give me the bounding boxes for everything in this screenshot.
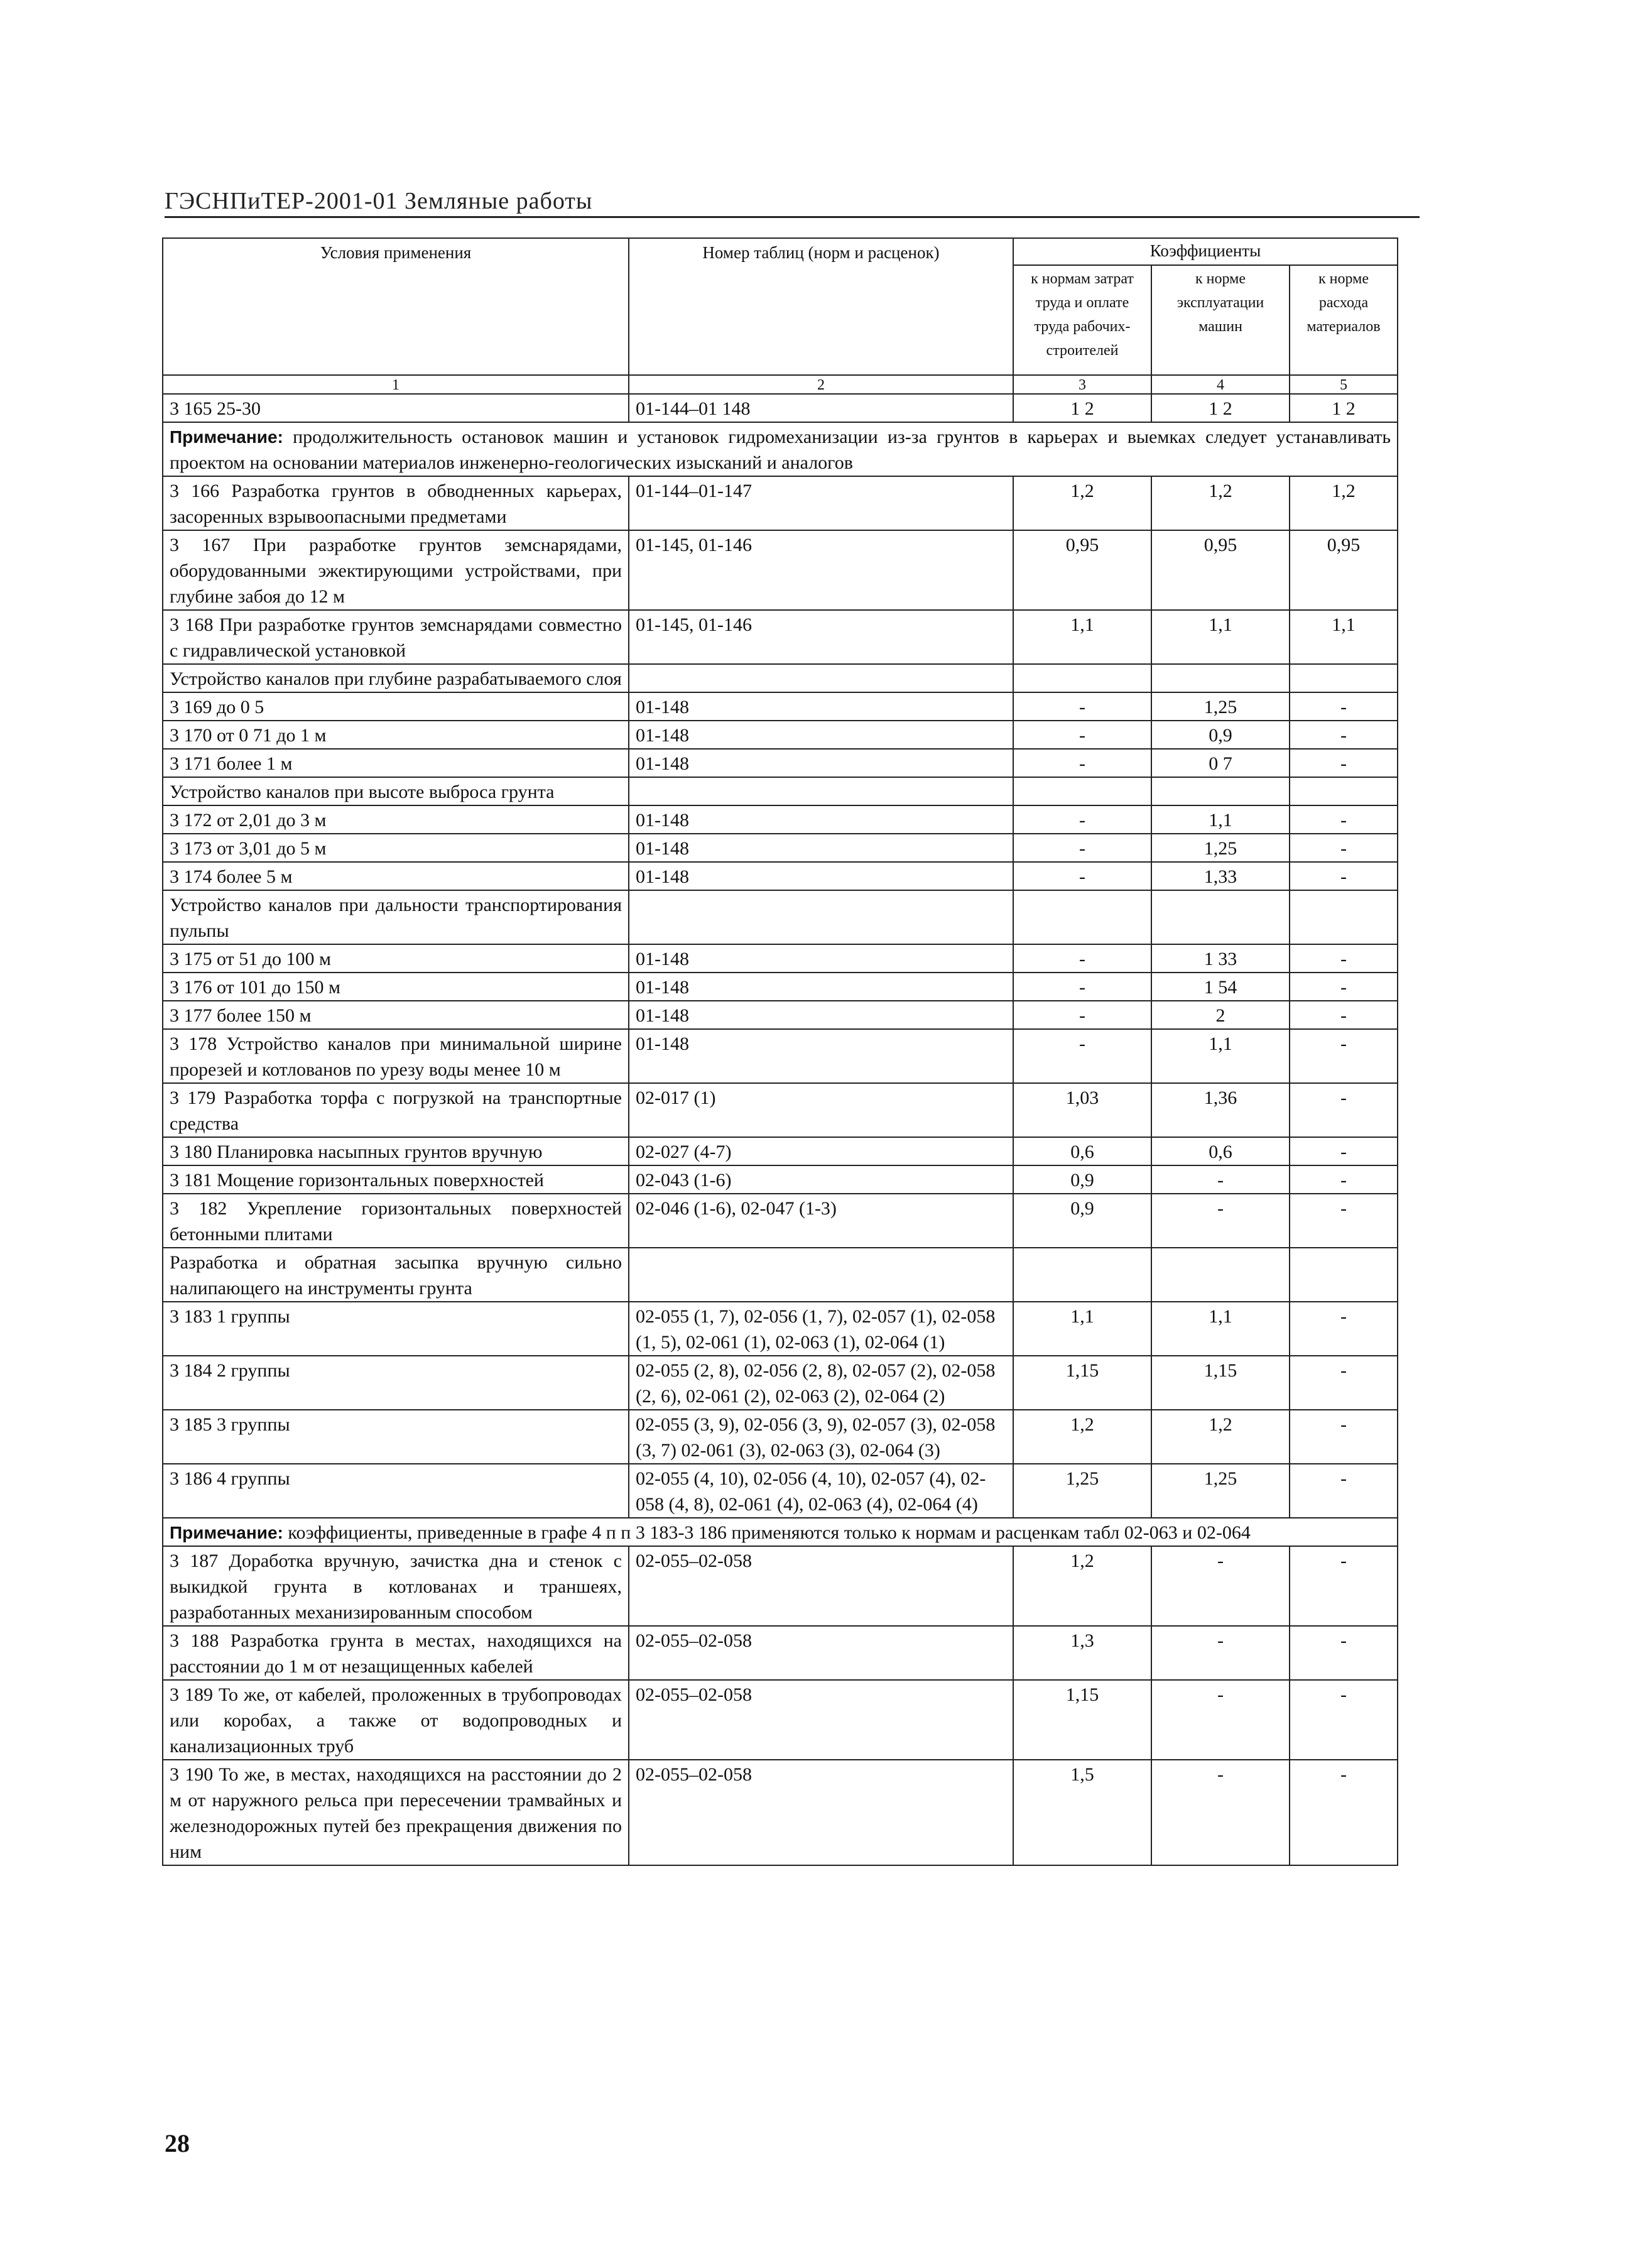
- labor-coefficient-cell: 1,5: [1013, 1760, 1151, 1865]
- materials-coefficient-cell: -: [1290, 834, 1398, 862]
- materials-coefficient-cell: -: [1290, 1410, 1398, 1464]
- table-numbers-cell: 01-144–01-147: [629, 476, 1013, 530]
- note-row: [163, 422, 1398, 476]
- machine-coefficient-cell: -: [1151, 1680, 1290, 1760]
- column-number: 5: [1290, 375, 1398, 394]
- table-numbers-cell: 01-148: [629, 944, 1013, 973]
- table-row: [163, 862, 1398, 890]
- table-numbers-cell: 02-055 (1, 7), 02-056 (1, 7), 02-057 (1), 02-058 (1, 5), 02-061 (1), 02-063 (1), 02-064 (1): [629, 1302, 1013, 1356]
- machine-coefficient-cell: 1 2: [1151, 394, 1290, 422]
- labor-coefficient-cell: [1013, 664, 1151, 692]
- table-row: [163, 1626, 1398, 1680]
- table-numbers-cell: 01-148: [629, 834, 1013, 862]
- materials-coefficient-cell: -: [1290, 1546, 1398, 1626]
- condition-cell: 3 182 Укрепление горизонтальных поверхностей бетонными плитами: [163, 1194, 629, 1248]
- table-row: [163, 394, 1398, 422]
- table-row: [163, 1137, 1398, 1165]
- table-numbers-cell: 02-017 (1): [629, 1083, 1013, 1137]
- table-row: [163, 1083, 1398, 1137]
- condition-cell: 3 184 2 группы: [163, 1356, 629, 1410]
- machine-coefficient-cell: 1,36: [1151, 1083, 1290, 1137]
- condition-cell: 3 167 При разработке грунтов земснарядами, оборудованными эжектирующими устройствами, при глубине забоя до 12 м: [163, 530, 629, 610]
- materials-coefficient-cell: -: [1290, 1464, 1398, 1518]
- column-number: 4: [1151, 375, 1290, 394]
- condition-cell: 3 188 Разработка грунта в местах, находящихся на расстоянии до 1 м от незащищенных кабелей: [163, 1626, 629, 1680]
- table-numbers-cell: 02-043 (1-6): [629, 1165, 1013, 1194]
- materials-coefficient-cell: -: [1290, 1680, 1398, 1760]
- condition-cell: 3 181 Мощение горизонтальных поверхностей: [163, 1165, 629, 1194]
- labor-coefficient-cell: -: [1013, 749, 1151, 777]
- machine-coefficient-cell: [1151, 777, 1290, 805]
- labor-coefficient-cell: -: [1013, 862, 1151, 890]
- condition-cell: 3 185 3 группы: [163, 1410, 629, 1464]
- table-row: [163, 834, 1398, 862]
- machine-coefficient-cell: 1,1: [1151, 610, 1290, 664]
- labor-coefficient-cell: 0,95: [1013, 530, 1151, 610]
- materials-coefficient-cell: -: [1290, 973, 1398, 1001]
- labor-coefficient-cell: -: [1013, 721, 1151, 749]
- note-text: продолжительность остановок машин и установок гидромеханизации из-за грунтов в карьерах и выемках следует устанавливать проектом на основании материалов инженерно-геологических изысканий и аналогов: [170, 427, 1391, 473]
- labor-coefficient-cell: 1,1: [1013, 1302, 1151, 1356]
- materials-coefficient-cell: -: [1290, 1137, 1398, 1165]
- machine-coefficient-cell: 1,15: [1151, 1356, 1290, 1410]
- note-row: [163, 1518, 1398, 1546]
- materials-coefficient-cell: [1290, 890, 1398, 944]
- materials-coefficient-cell: 0,95: [1290, 530, 1398, 610]
- labor-coefficient-cell: -: [1013, 692, 1151, 721]
- materials-coefficient-cell: [1290, 1248, 1398, 1302]
- condition-cell: Разработка и обратная засыпка вручную сильно налипающего на инструменты грунта: [163, 1248, 629, 1302]
- table-numbers-cell: 01-145, 01-146: [629, 610, 1013, 664]
- table-row: [163, 973, 1398, 1001]
- machine-coefficient-cell: 1,1: [1151, 1302, 1290, 1356]
- column-number-row: [163, 375, 1398, 394]
- table-row: [163, 476, 1398, 530]
- table-numbers-cell: 01-148: [629, 862, 1013, 890]
- materials-coefficient-cell: -: [1290, 944, 1398, 973]
- labor-coefficient-cell: -: [1013, 973, 1151, 1001]
- materials-coefficient-cell: -: [1290, 1083, 1398, 1137]
- header-conditions: Условия применения: [163, 238, 629, 375]
- note-cell: [163, 422, 1398, 476]
- table-numbers-cell: 02-055 (3, 9), 02-056 (3, 9), 02-057 (3), 02-058 (3, 7) 02-061 (3), 02-063 (3), 02-064 (3): [629, 1410, 1013, 1464]
- condition-cell: Устройство каналов при глубине разрабатываемого слоя: [163, 664, 629, 692]
- machine-coefficient-cell: 1,1: [1151, 805, 1290, 834]
- coefficients-table: [162, 237, 1398, 1866]
- table-row: [163, 610, 1398, 664]
- materials-coefficient-cell: [1290, 777, 1398, 805]
- labor-coefficient-cell: 1 2: [1013, 394, 1151, 422]
- condition-cell: 3 183 1 группы: [163, 1302, 629, 1356]
- machine-coefficient-cell: -: [1151, 1626, 1290, 1680]
- materials-coefficient-cell: [1290, 664, 1398, 692]
- table-numbers-cell: 01-148: [629, 721, 1013, 749]
- table-row: [163, 530, 1398, 610]
- labor-coefficient-cell: -: [1013, 944, 1151, 973]
- materials-coefficient-cell: -: [1290, 749, 1398, 777]
- condition-cell: 3 166 Разработка грунтов в обводненных карьерах, засоренных взрывоопасными предметами: [163, 476, 629, 530]
- condition-cell: 3 172 от 2,01 до 3 м: [163, 805, 629, 834]
- header-table-numbers: Номер таблиц (норм и расценок): [629, 238, 1013, 375]
- labor-coefficient-cell: -: [1013, 1001, 1151, 1029]
- labor-coefficient-cell: [1013, 777, 1151, 805]
- labor-coefficient-cell: 1,3: [1013, 1626, 1151, 1680]
- table-row: [163, 1546, 1398, 1626]
- machine-coefficient-cell: 1,2: [1151, 476, 1290, 530]
- labor-coefficient-cell: 0,9: [1013, 1194, 1151, 1248]
- machine-coefficient-cell: 0 7: [1151, 749, 1290, 777]
- machine-coefficient-cell: [1151, 1248, 1290, 1302]
- machine-coefficient-cell: [1151, 664, 1290, 692]
- condition-cell: 3 178 Устройство каналов при минимальной ширине прорезей и котлованов по урезу воды менее 10 м: [163, 1029, 629, 1083]
- table-numbers-cell: 02-027 (4-7): [629, 1137, 1013, 1165]
- machine-coefficient-cell: 0,95: [1151, 530, 1290, 610]
- table-numbers-cell: 02-055–02-058: [629, 1680, 1013, 1760]
- condition-cell: Устройство каналов при высоте выброса грунта: [163, 777, 629, 805]
- table-row: [163, 1165, 1398, 1194]
- machine-coefficient-cell: 1,25: [1151, 692, 1290, 721]
- header-labor-coefficient: к нормам затрат труда и оплате труда рабочих-строителей: [1013, 265, 1151, 375]
- materials-coefficient-cell: -: [1290, 1001, 1398, 1029]
- table-numbers-cell: 01-145, 01-146: [629, 530, 1013, 610]
- machine-coefficient-cell: -: [1151, 1760, 1290, 1865]
- materials-coefficient-cell: -: [1290, 1626, 1398, 1680]
- table-numbers-cell: [629, 1248, 1013, 1302]
- materials-coefficient-cell: -: [1290, 862, 1398, 890]
- condition-cell: 3 165 25-30: [163, 394, 629, 422]
- labor-coefficient-cell: 1,2: [1013, 1546, 1151, 1626]
- labor-coefficient-cell: 1,1: [1013, 610, 1151, 664]
- column-number: 1: [163, 375, 629, 394]
- labor-coefficient-cell: 1,2: [1013, 1410, 1151, 1464]
- machine-coefficient-cell: 1,2: [1151, 1410, 1290, 1464]
- page-header-title: ГЭСНПиТЕР-2001-01 Земляные работы: [165, 188, 593, 214]
- materials-coefficient-cell: 1 2: [1290, 394, 1398, 422]
- machine-coefficient-cell: 1,1: [1151, 1029, 1290, 1083]
- machine-coefficient-cell: -: [1151, 1165, 1290, 1194]
- materials-coefficient-cell: 1,2: [1290, 476, 1398, 530]
- machine-coefficient-cell: 1,25: [1151, 834, 1290, 862]
- table-numbers-cell: 02-046 (1-6), 02-047 (1-3): [629, 1194, 1013, 1248]
- table-row: [163, 890, 1398, 944]
- table-numbers-cell: 02-055 (4, 10), 02-056 (4, 10), 02-057 (4), 02-058 (4, 8), 02-061 (4), 02-063 (4), 02-064 (4): [629, 1464, 1013, 1518]
- header-machine-coefficient: к норме эксплуатации машин: [1151, 265, 1290, 375]
- table-row: [163, 1001, 1398, 1029]
- materials-coefficient-cell: -: [1290, 721, 1398, 749]
- labor-coefficient-cell: -: [1013, 805, 1151, 834]
- machine-coefficient-cell: -: [1151, 1194, 1290, 1248]
- labor-coefficient-cell: -: [1013, 834, 1151, 862]
- labor-coefficient-cell: [1013, 890, 1151, 944]
- table-numbers-cell: 01-144–01 148: [629, 394, 1013, 422]
- table-row: [163, 1029, 1398, 1083]
- machine-coefficient-cell: 1,33: [1151, 862, 1290, 890]
- machine-coefficient-cell: 1 54: [1151, 973, 1290, 1001]
- table-numbers-cell: [629, 777, 1013, 805]
- table-row: [163, 749, 1398, 777]
- table-row: [163, 777, 1398, 805]
- table-numbers-cell: 02-055–02-058: [629, 1760, 1013, 1865]
- condition-cell: 3 180 Планировка насыпных грунтов вручную: [163, 1137, 629, 1165]
- condition-cell: 3 179 Разработка торфа с погрузкой на транспортные средства: [163, 1083, 629, 1137]
- table-numbers-cell: 01-148: [629, 1001, 1013, 1029]
- condition-cell: 3 174 более 5 м: [163, 862, 629, 890]
- machine-coefficient-cell: 0,6: [1151, 1137, 1290, 1165]
- table-row: [163, 1302, 1398, 1356]
- table-row: [163, 1356, 1398, 1410]
- column-number: 3: [1013, 375, 1151, 394]
- table-numbers-cell: 01-148: [629, 692, 1013, 721]
- machine-coefficient-cell: 0,9: [1151, 721, 1290, 749]
- note-label: Примечание:: [170, 1523, 283, 1542]
- table-numbers-cell: 01-148: [629, 1029, 1013, 1083]
- condition-cell: 3 186 4 группы: [163, 1464, 629, 1518]
- condition-cell: Устройство каналов при дальности транспортирования пульпы: [163, 890, 629, 944]
- machine-coefficient-cell: [1151, 890, 1290, 944]
- labor-coefficient-cell: 0,6: [1013, 1137, 1151, 1165]
- labor-coefficient-cell: 1,15: [1013, 1680, 1151, 1760]
- materials-coefficient-cell: -: [1290, 1356, 1398, 1410]
- labor-coefficient-cell: [1013, 1248, 1151, 1302]
- labor-coefficient-cell: 0,9: [1013, 1165, 1151, 1194]
- machine-coefficient-cell: 1,25: [1151, 1464, 1290, 1518]
- materials-coefficient-cell: -: [1290, 1165, 1398, 1194]
- table-row: [163, 664, 1398, 692]
- header-materials-coefficient: к норме расхода материалов: [1290, 265, 1398, 375]
- condition-cell: 3 190 То же, в местах, находящихся на расстоянии до 2 м от наружного рельса при пересечении трамвайных и железнодорожных путей без прекращения движения по ним: [163, 1760, 629, 1865]
- table-body: [163, 394, 1398, 1865]
- condition-cell: 3 171 более 1 м: [163, 749, 629, 777]
- condition-cell: 3 168 При разработке грунтов земснарядами совместно с гидравлической установкой: [163, 610, 629, 664]
- table-numbers-cell: 02-055–02-058: [629, 1626, 1013, 1680]
- table-row: [163, 1760, 1398, 1865]
- table-row: [163, 1680, 1398, 1760]
- table-numbers-cell: 02-055 (2, 8), 02-056 (2, 8), 02-057 (2), 02-058 (2, 6), 02-061 (2), 02-063 (2), 02-064 (2): [629, 1356, 1013, 1410]
- materials-coefficient-cell: 1,1: [1290, 610, 1398, 664]
- materials-coefficient-cell: -: [1290, 1760, 1398, 1865]
- table-row: [163, 721, 1398, 749]
- condition-cell: 3 176 от 101 до 150 м: [163, 973, 629, 1001]
- condition-cell: 3 170 от 0 71 до 1 м: [163, 721, 629, 749]
- condition-cell: 3 169 до 0 5: [163, 692, 629, 721]
- labor-coefficient-cell: 1,03: [1013, 1083, 1151, 1137]
- condition-cell: 3 175 от 51 до 100 м: [163, 944, 629, 973]
- materials-coefficient-cell: -: [1290, 1302, 1398, 1356]
- table-row: [163, 692, 1398, 721]
- labor-coefficient-cell: 1,2: [1013, 476, 1151, 530]
- table-row: [163, 1248, 1398, 1302]
- labor-coefficient-cell: 1,15: [1013, 1356, 1151, 1410]
- table-numbers-cell: 02-055–02-058: [629, 1546, 1013, 1626]
- condition-cell: 3 177 более 150 м: [163, 1001, 629, 1029]
- machine-coefficient-cell: 1 33: [1151, 944, 1290, 973]
- table-row: [163, 1410, 1398, 1464]
- header-rule: [165, 216, 1420, 218]
- labor-coefficient-cell: 1,25: [1013, 1464, 1151, 1518]
- table-numbers-cell: 01-148: [629, 973, 1013, 1001]
- table-row: [163, 1194, 1398, 1248]
- table-row: [163, 805, 1398, 834]
- note-label: Примечание:: [170, 427, 283, 447]
- machine-coefficient-cell: 2: [1151, 1001, 1290, 1029]
- note-cell: [163, 1518, 1398, 1546]
- note-text: коэффициенты, приведенные в графе 4 п п 3 183-3 186 применяются только к нормам и расценкам табл 02-063 и 02-064: [288, 1522, 1251, 1543]
- table-row: [163, 944, 1398, 973]
- condition-cell: 3 173 от 3,01 до 5 м: [163, 834, 629, 862]
- materials-coefficient-cell: -: [1290, 1029, 1398, 1083]
- condition-cell: 3 189 То же, от кабелей, проложенных в трубопроводах или коробах, а также от водопроводных и канализационных труб: [163, 1680, 629, 1760]
- labor-coefficient-cell: -: [1013, 1029, 1151, 1083]
- table-numbers-cell: [629, 664, 1013, 692]
- table-numbers-cell: 01-148: [629, 805, 1013, 834]
- machine-coefficient-cell: -: [1151, 1546, 1290, 1626]
- page-number: 28: [165, 2129, 190, 2157]
- materials-coefficient-cell: -: [1290, 1194, 1398, 1248]
- table-row: [163, 1464, 1398, 1518]
- header-coefficients: Коэффициенты: [1013, 238, 1398, 265]
- column-number: 2: [629, 375, 1013, 394]
- condition-cell: 3 187 Доработка вручную, зачистка дна и стенок с выкидкой грунта в котлованах и траншеях, разработанных механизированным способом: [163, 1546, 629, 1626]
- table-numbers-cell: 01-148: [629, 749, 1013, 777]
- table-numbers-cell: [629, 890, 1013, 944]
- materials-coefficient-cell: -: [1290, 805, 1398, 834]
- materials-coefficient-cell: -: [1290, 692, 1398, 721]
